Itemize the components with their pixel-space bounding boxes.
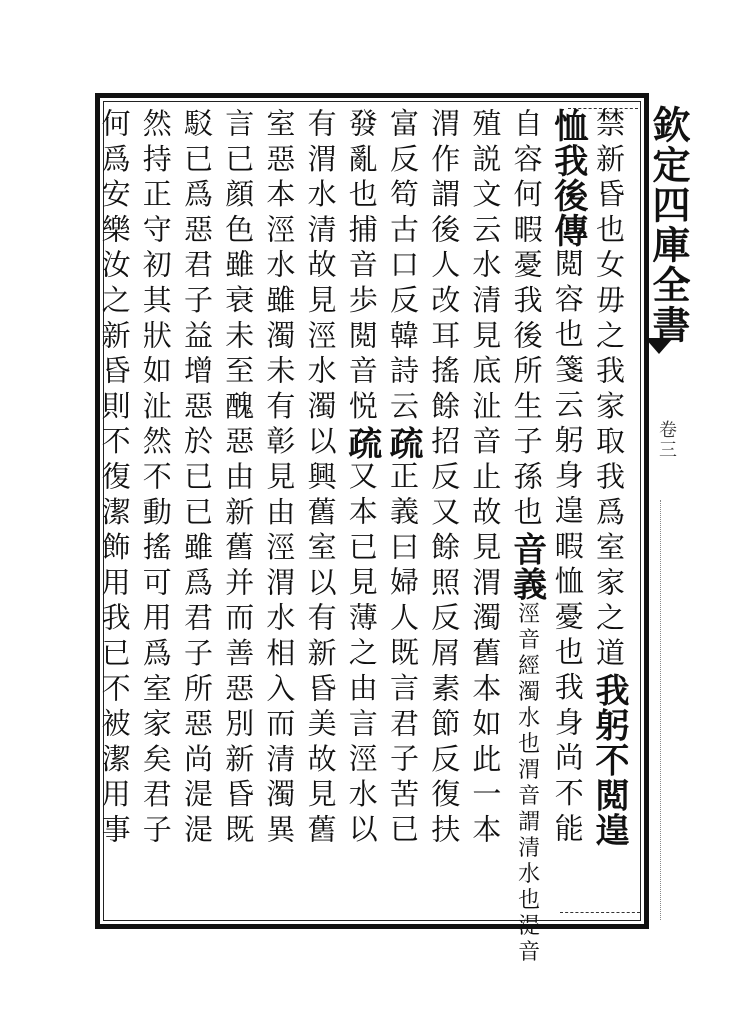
book-title: 欽定四庫全書 xyxy=(646,105,691,345)
text-run: 室惡本涇水雖濁未有彰見由涇渭水相入而清濁異 xyxy=(262,108,297,850)
text-column xyxy=(506,108,547,966)
text-run: 正義曰婦人既言君子苦已 xyxy=(386,460,420,850)
text-run: 自容何暇憂我後所生子孫也 xyxy=(509,108,544,532)
text-run: 有渭水清故見涇水濁以興舊室以有新昏美故見舊 xyxy=(303,108,338,850)
text-run: 富反笱古口反韓詩云 xyxy=(386,108,420,426)
text-column xyxy=(180,108,214,849)
text-column xyxy=(98,108,132,849)
text-column xyxy=(221,108,255,849)
text-column xyxy=(341,108,382,850)
volume-label: 卷三 xyxy=(656,420,677,460)
text-column xyxy=(427,108,461,849)
large-char-run: 我躬不閲遑 xyxy=(589,672,629,848)
text-column xyxy=(468,108,502,849)
large-char-run: 音義 xyxy=(506,531,547,602)
text-column xyxy=(547,108,588,849)
text-column xyxy=(383,108,423,850)
margin-line xyxy=(660,500,671,920)
text-run: 發亂也捕音歩閲音悦 xyxy=(344,108,379,426)
text-run: 閲容也箋云躬身遑暇恤憂也我身尚不能 xyxy=(550,248,585,849)
text-run: 駁已爲惡君子益增惡於已已雖爲君子所惡尚湜湜 xyxy=(180,108,214,850)
large-char-run: 疏 xyxy=(383,425,423,461)
large-char-run: 疏 xyxy=(341,425,382,461)
bottom-rule xyxy=(560,912,640,913)
text-column xyxy=(304,108,338,849)
text-column xyxy=(262,108,296,849)
text-run: 言已顔色雖衰未至醜惡由新舊并而善惡別新昏既 xyxy=(221,108,256,850)
text-run: 何爲安樂汝之新昏則不復潔飾用我已不被潔用事 xyxy=(97,108,132,850)
large-char-run: 恤我後傳 xyxy=(547,108,588,248)
annotation-run: 涇音經濁水也渭音謂清水也湜音 xyxy=(514,601,540,966)
text-column xyxy=(589,108,629,848)
text-run: 禁新昏也女毋之我家取我爲室家之道 xyxy=(592,108,626,673)
fish-tail-mark xyxy=(645,338,673,354)
text-run: 渭作謂後人改耳搖餘招反又餘照反屑素節反復扶 xyxy=(427,108,462,850)
text-run: 又本已見薄之由言涇水以 xyxy=(344,460,379,850)
text-run: 然持正守初其狀如沚然不動搖可用爲室家矣君子 xyxy=(138,108,173,850)
text-run: 殖説文云水清見底沚音止故見渭濁舊本如此一本 xyxy=(468,108,503,850)
text-column xyxy=(139,108,173,849)
